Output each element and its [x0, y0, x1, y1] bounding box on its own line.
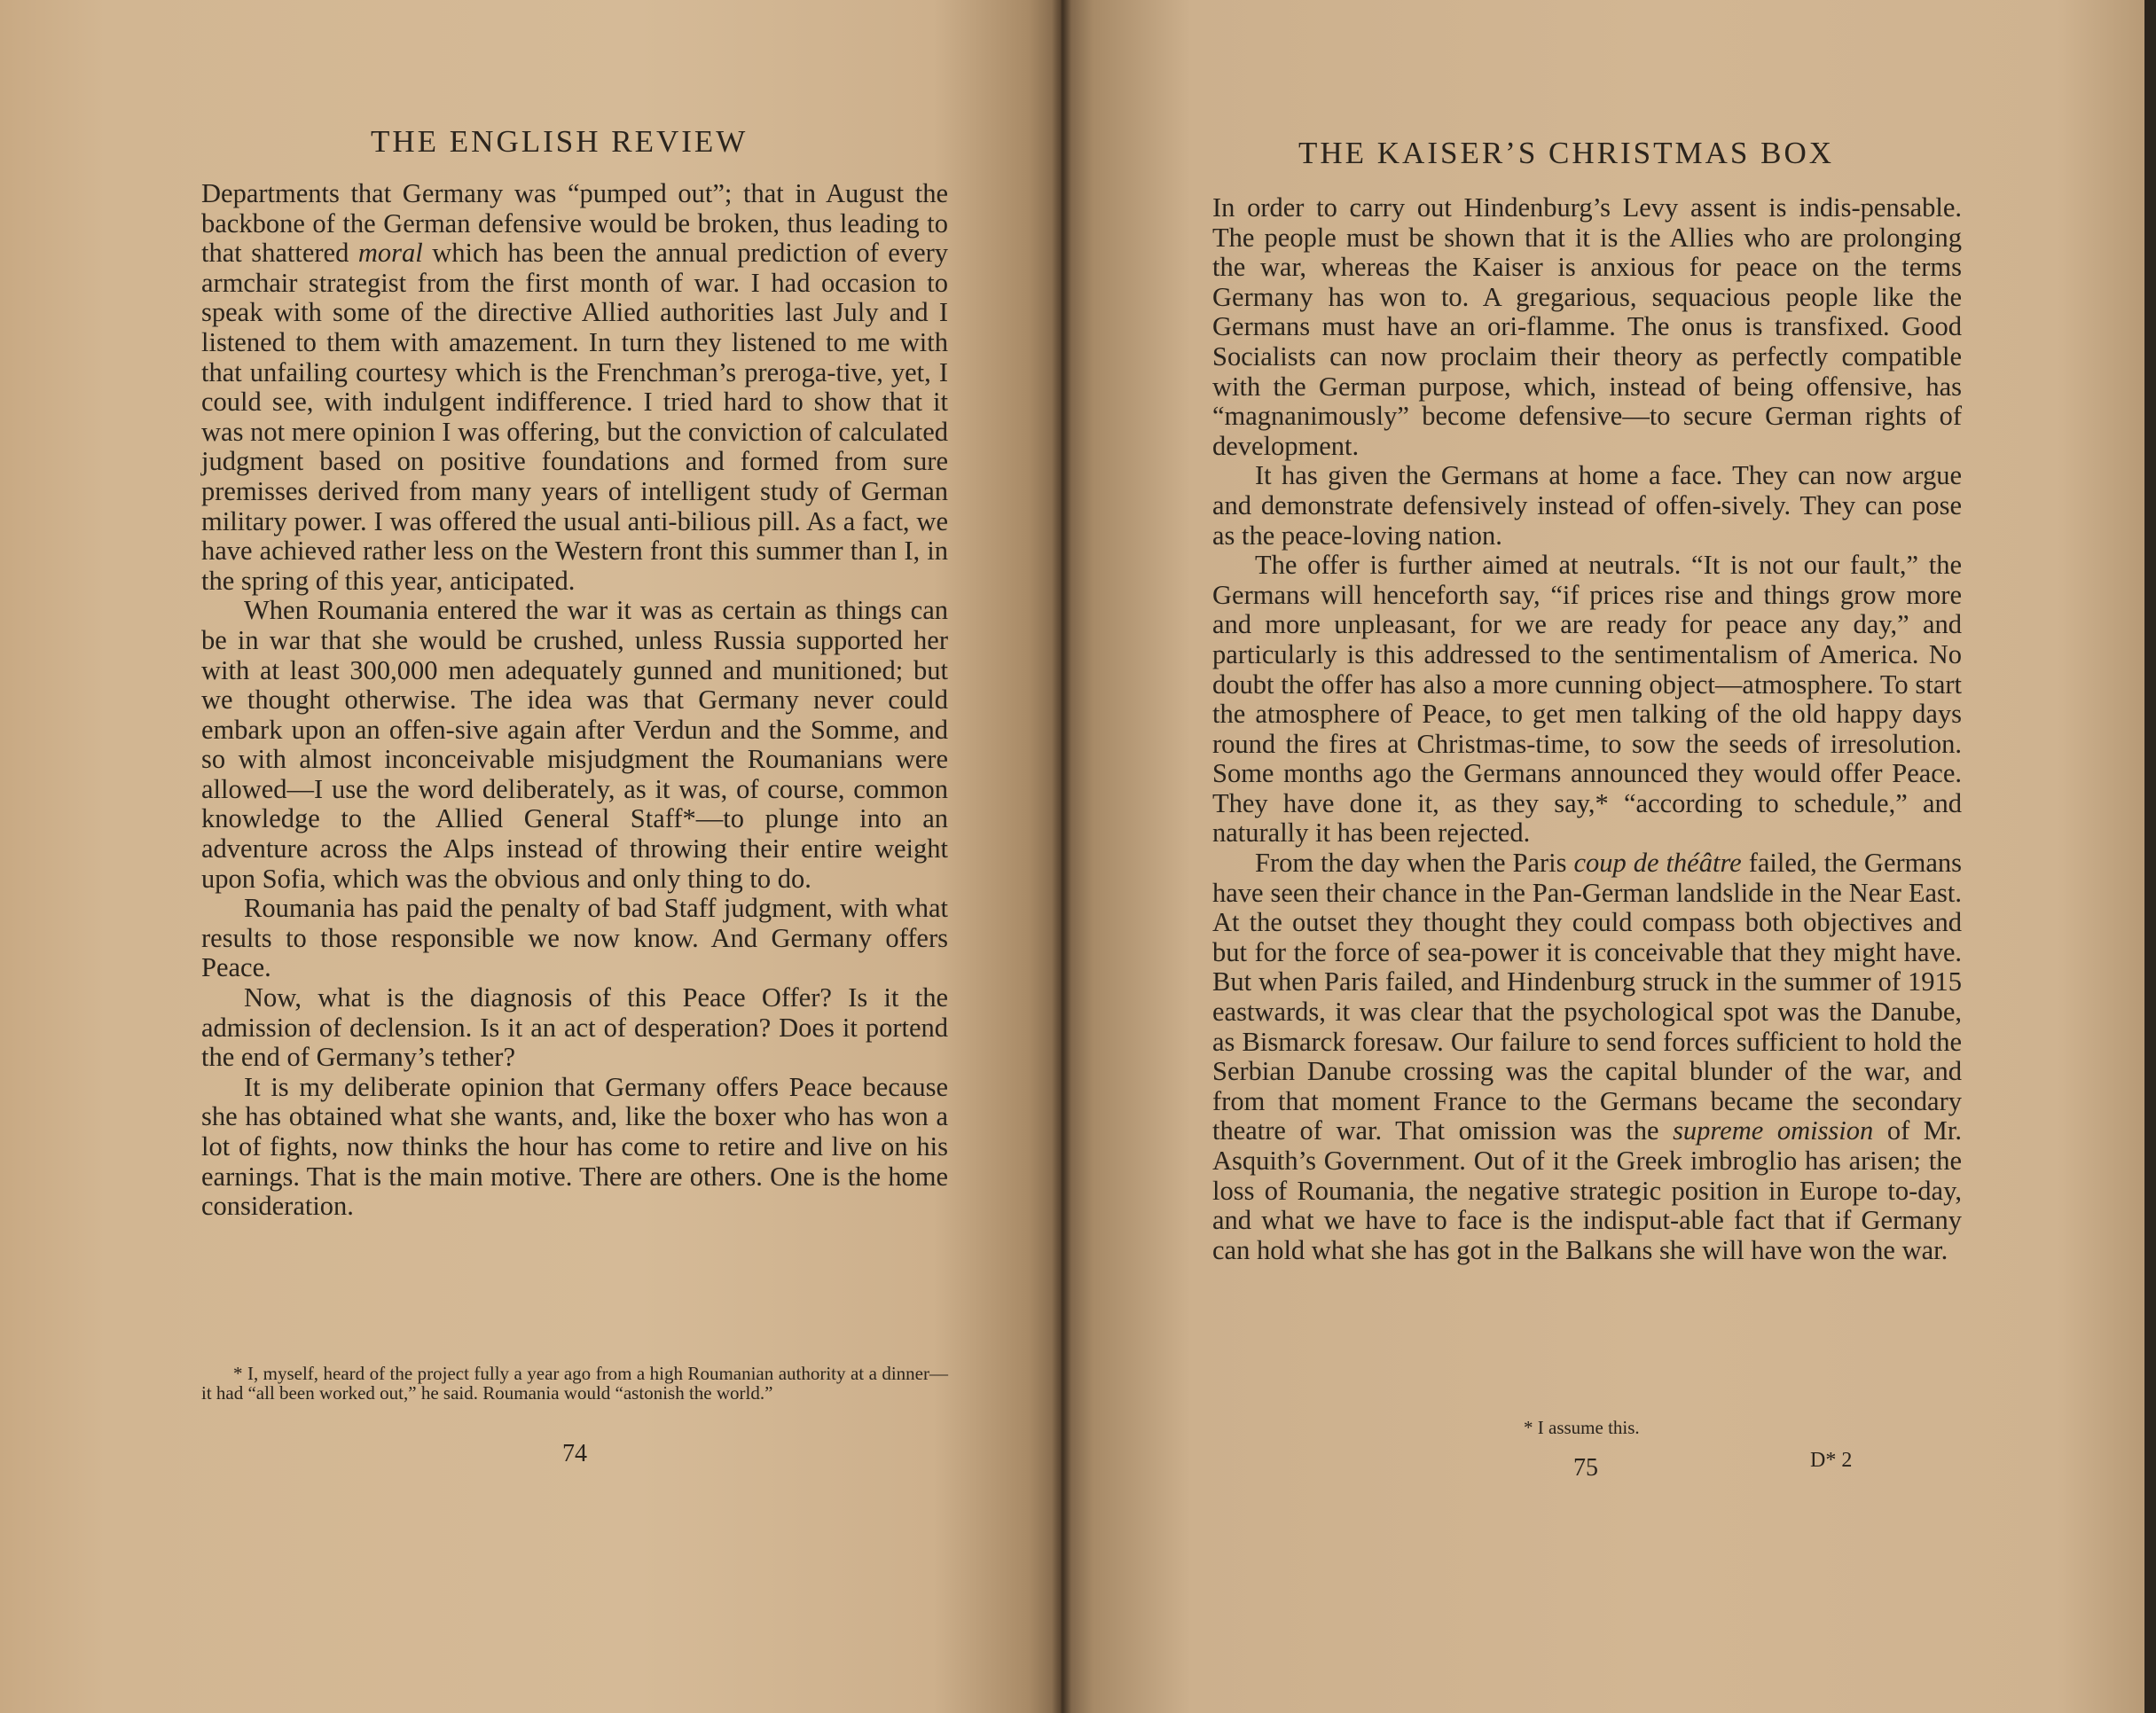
paragraph: From the day when the Paris coup de théâtre failed, the Germans have seen their chance in the Pan-German landslide in the Near East. At the outset they thought they could compass both objectives and but for the force of sea-power it is conceivable that they might have. But when Paris failed, and Hindenburg struck in the summer of 1915 eastwards, it was clear that the psychological spot was the Danube, as Bismarck foresaw. Our failure to send forces sufficient to hold the Serbian Danube crossing was the capital blunder of the war, and from that moment France to the Germans became the secondary theatre of war. That omission was the supreme omission of Mr. Asquith’s Government. Out of it the Greek imbroglio has arisen; the loss of Roumania, the negative strategic position in Europe to-day, and what we have to face is the indisput-able fact that if Germany can hold what she has got in the Balkans she will have won the war.	[1212, 848, 1963, 1265]
paragraph: Roumania has paid the penalty of bad Staff judgment, with what results to those responsible we now know. And Germany offers Peace.	[201, 893, 948, 983]
printer-signature-mark: D* 2	[1810, 1449, 1853, 1472]
page-number-left: 74	[562, 1440, 587, 1467]
paragraph: In order to carry out Hindenburg’s Levy assent is indis-pensable. The people must be shown that it is the Allies who are prolonging the war, whereas the Kaiser is anxious for peace on the terms Germany has won to. A gregarious, sequacious people like the Germans must have an ori-flamme. The onus is transfixed. Good Socialists can now proclaim their theory as perfectly compatible with the German purpose, which, instead of being offensive, has “magnanimously” become defensive—to secure German rights of development.	[1212, 192, 1962, 461]
italic-phrase: moral	[357, 238, 423, 269]
footnote-text: * I, myself, heard of the project fully a year ago from a high Roumanian authority at a dinner—it had “all been worked out,” he said. Roumania would “astonish the world.”	[201, 1363, 948, 1404]
paragraph: When Roumania entered the war it was as certain as things can be in war that she would be crushed, unless Russia supported her with at least 300,000 men adequately gunned and munitioned; but we thought otherwise. The idea was that Germany never could embark upon an offen-sive again after Verdun and the Somme, and so with almost inconceivable misjudgment the Roumanians were allowed—I use the word deliberately, as it was, of course, common knowledge to the Allied General Staff*—to plunge into an adventure across the Alps instead of throwing their entire weight upon Sofia, which was the obvious and only thing to do.	[201, 595, 948, 894]
running-head-right: THE KAISER’S CHRISTMAS BOX	[1298, 136, 1835, 170]
left-footnote	[201, 1364, 948, 1403]
italic-phrase: supreme omission	[1673, 1115, 1874, 1146]
paragraph: It is my deliberate opinion that Germany offers Peace because she has obtained what she wants, and, like the boxer who has won a lot of fights, now thinks the hour has come to retire and live on his earnings. That is the main motive. There are others. One is the home consideration.	[201, 1071, 948, 1222]
left-page	[0, 0, 1061, 1713]
right-page	[1061, 0, 2144, 1713]
footnote-text: * I assume this.	[1524, 1417, 1640, 1438]
running-head-left: THE ENGLISH REVIEW	[371, 124, 749, 159]
paragraph: Departments that Germany was “pumped out”; that in August the backbone of the German defensive would be broken, thus leading to that shattered moral which has been the annual prediction of every armchair strategist from the first month of war. I had occasion to speak with some of the directive Allied authorities last July and I listened to them with amazement. In turn they listened to me with that unfailing courtesy which is the Frenchman’s preroga-tive, yet, I could see, with indulgent indifference. I tried hard to show that it was not mere opinion I was offering, but the conviction of calculated judgment based on positive foundations and formed from sure premisses derived from many years of intelligent study of German military power. I was offered the usual anti-bilious pill. As a fact, we have achieved rather less on the Western front this summer than I, in the spring of this year, anticipated.	[201, 178, 949, 596]
book-gutter	[1052, 0, 1071, 1713]
left-page-body	[201, 179, 948, 1222]
right-page-body	[1212, 193, 1962, 1265]
right-footnote	[1524, 1418, 1790, 1437]
right-background-edge	[2144, 0, 2156, 1713]
paragraph: It has given the Germans at home a face. They can now argue and demonstrate defensively instead of offen-sively. They can pose as the peace-loving nation.	[1212, 460, 1962, 551]
italic-phrase: coup de théâtre	[1573, 848, 1742, 879]
page-number-right: 75	[1573, 1454, 1598, 1482]
paragraph: The offer is further aimed at neutrals. “It is not our fault,” the Germans will henceforth say, “if prices rise and things grow more and more unpleasant, for we are ready for peace any day,” and particularly is this addressed to the sentimentalism of America. No doubt the offer has also a more cunning object—atmosphere. To start the atmosphere of Peace, to get men talking of the old happy days round the fires at Christmas-time, to sow the seeds of irresolution. Some months ago the Germans announced they would offer Peace. They have done it, as they say,* “according to schedule,” and naturally it has been rejected.	[1212, 550, 1962, 849]
paragraph: Now, what is the diagnosis of this Peace Offer? Is it the admission of declension. Is it an act of desperation? Does it portend the end of Germany’s tether?	[201, 982, 948, 1073]
